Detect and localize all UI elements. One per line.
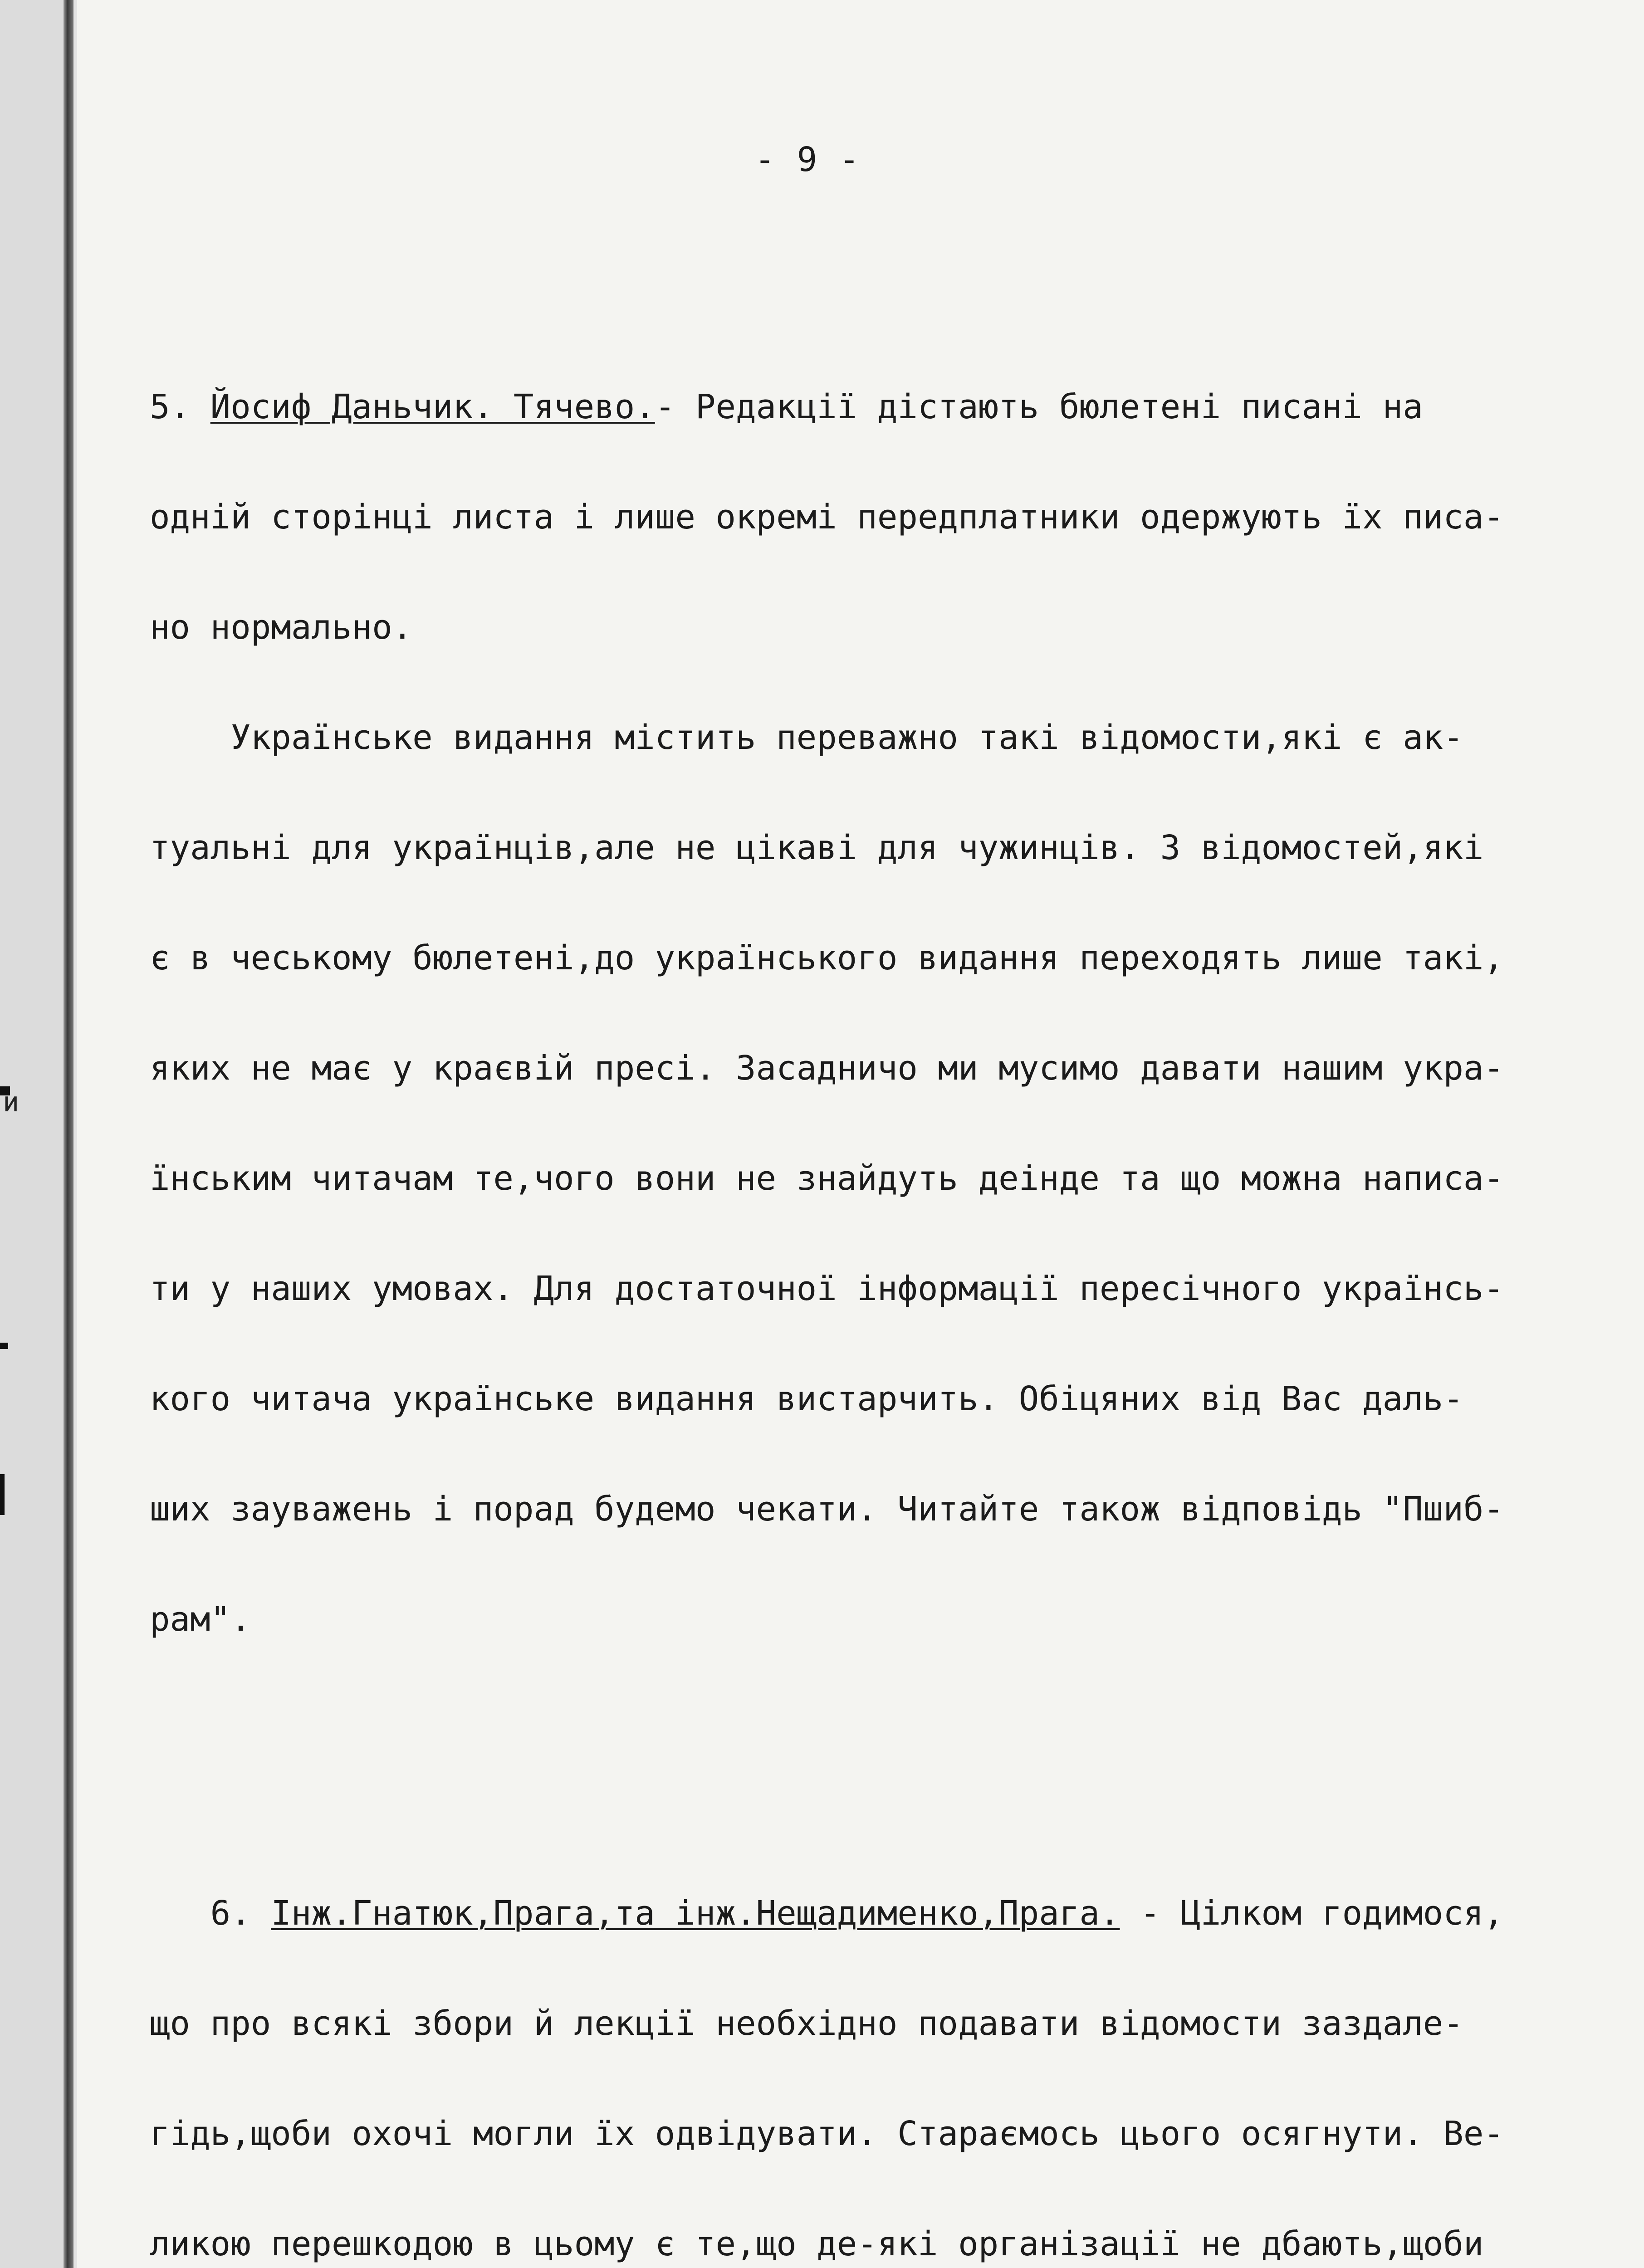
entry-text: - Цілком годимося,: [1120, 1894, 1504, 1933]
adjacent-page-strip: [0, 0, 68, 2268]
entry-text: туальні для українців,але не цікаві для чужинців. З відомостей,які: [150, 828, 1484, 867]
entry-number: 5.: [150, 387, 210, 426]
reply-entry: [150, 1822, 1615, 2268]
sheet-edge: [64, 0, 73, 2268]
entry-text: рам".: [150, 1600, 251, 1639]
entry-text: їнським читачам те,чого вони не знайдуть деінде та що можна написа-: [150, 1159, 1504, 1198]
entry-text: Українське видання містить переважно такі відомости,які є ак-: [150, 718, 1463, 757]
entry-text: яких не має у краєвій пресі. Засадничо ми мусимо давати нашим укра-: [150, 1049, 1504, 1088]
reply-entry: [150, 315, 1615, 1711]
margin-mark: [0, 1343, 8, 1349]
entry-text: ликою перешкодою в цьому є те,що де-які організації не дбають,щоби: [150, 2224, 1484, 2263]
entry-number: 6.: [150, 1894, 271, 1933]
page: [77, 0, 1644, 2268]
margin-mark: [0, 1474, 5, 1515]
page-text: [150, 68, 1615, 2268]
entry-text: ших зауважень і порад будемо чекати. Читайте також відповідь "Пшиб-: [150, 1490, 1504, 1529]
entry-text: кого читача українське видання вистарчить. Обіцяних від Вас даль-: [150, 1379, 1463, 1418]
entry-text: но нормально.: [150, 608, 413, 647]
entry-text: одній сторінці листа і лише окремі передплатники одержують їх писа-: [150, 498, 1504, 537]
entry-text: ти у наших умовах. Для достаточної інформації пересічного українсь-: [150, 1269, 1504, 1308]
page-number: - 9 -: [754, 140, 861, 179]
margin-letter: и: [3, 1086, 20, 1118]
entry-text: є в чеському бюлетені,до українського видання переходять лише такі,: [150, 938, 1504, 978]
entry-text: що про всякі збори й лекції необхідно подавати відомости заздале-: [150, 2004, 1463, 2043]
correspondent-name: Інж.Гнатюк,Прага,та інж.Нещадименко,Прага.: [271, 1894, 1120, 1933]
entry-text: гідь,щоби охочі могли їх одвідувати. Стараємось цього осягнути. Ве-: [150, 2114, 1504, 2153]
entry-text: - Редакції дістають бюлетені писані на: [655, 387, 1423, 426]
correspondent-name: Йосиф Даньчик. Тячево.: [210, 387, 655, 426]
